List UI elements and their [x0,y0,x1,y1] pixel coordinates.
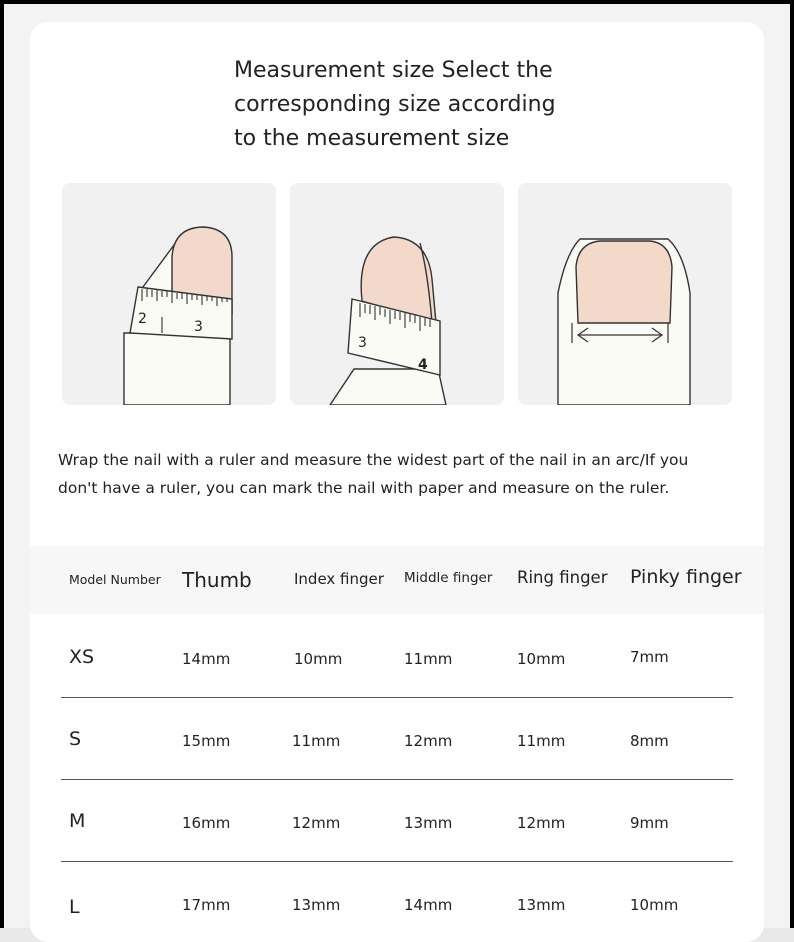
row-divider [61,779,733,780]
ruler-number: 3 [194,319,203,335]
header-index-finger: Index finger [294,570,384,588]
title-line-2: corresponding size according [234,92,556,117]
ruler-number: 4 [418,357,428,373]
row-divider [61,861,733,862]
thumb-cell: 15mm [182,732,231,750]
row-divider [61,697,733,698]
instructions-text [58,446,758,502]
model-cell: M [69,810,86,832]
ring-cell: 11mm [517,732,566,750]
thumb-cell: 14mm [182,650,231,668]
model-cell: XS [69,646,95,668]
instructions-line-2: don't have a ruler, you can mark the nail with paper and measure on the ruler. [58,479,670,497]
index-cell: 11mm [292,732,341,750]
model-cell: L [69,896,80,918]
header-ring-finger: Ring finger [517,568,608,587]
ring-cell: 12mm [517,814,566,832]
table-row [30,634,764,716]
table-row [30,798,764,880]
middle-cell: 12mm [404,732,453,750]
index-cell: 10mm [294,650,343,668]
pinky-cell: 8mm [630,732,669,750]
middle-cell: 13mm [404,814,453,832]
index-cell: 12mm [292,814,341,832]
header-middle-finger: Middle finger [404,570,493,586]
illustration-ruler-across-nail [290,183,504,405]
table-row [30,716,764,798]
pinky-cell: 10mm [630,896,679,914]
middle-cell: 11mm [404,650,453,668]
header-pinky-finger: Pinky finger [630,566,742,588]
ring-cell: 10mm [517,650,566,668]
size-table-header [30,546,764,614]
page-title [234,54,594,156]
thumb-cell: 17mm [182,896,231,914]
ring-cell: 13mm [517,896,566,914]
ruler-number: 2 [138,311,147,327]
index-cell: 13mm [292,896,341,914]
illustration-ruler-around-nail [62,183,276,405]
ruler-number: 3 [358,335,367,351]
instructions-line-1: Wrap the nail with a ruler and measure the widest part of the nail in an arc/If you [58,451,689,469]
illustration-nail-width [518,183,732,405]
thumb-cell: 16mm [182,814,231,832]
pinky-cell: 9mm [630,814,669,832]
title-line-3: to the measurement size [234,126,510,151]
table-row [30,880,764,928]
model-cell: S [69,728,82,750]
title-line-1: Measurement size Select the [234,58,553,83]
header-thumb: Thumb [182,568,252,592]
header-model-number: Model Number [69,572,161,587]
middle-cell: 14mm [404,896,453,914]
pinky-cell: 7mm [630,648,669,666]
